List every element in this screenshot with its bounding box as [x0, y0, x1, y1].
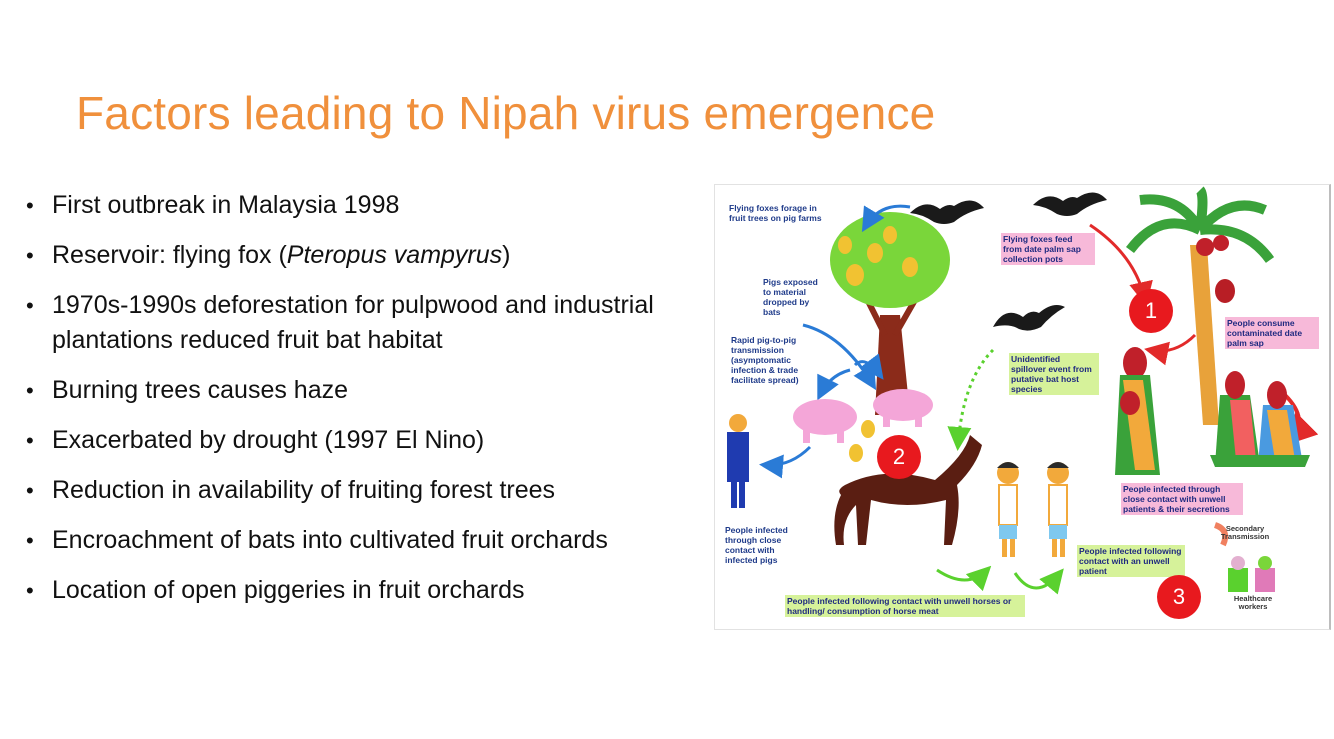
person-icon — [997, 462, 1019, 557]
label-close-contact: People infected through close contact with unwell patients & their secretions — [1121, 483, 1243, 515]
label-feed-sap: Flying foxes feed from date palm sap collection pots — [1001, 233, 1095, 265]
person-icon — [1115, 347, 1160, 475]
label-healthcare: Healthcare workers — [1233, 594, 1273, 611]
bullet-item: • Encroachment of bats into cultivated fruit orchards — [26, 523, 676, 558]
label-rapid-spread: Rapid pig-to-pig transmission (asymptomatic infection & trade facilitate spread) — [731, 335, 799, 385]
bullet-item: • Reservoir: flying fox (Pteropus vampyrus) — [26, 238, 676, 273]
label-spillover: Unidentified spillover event from putative bat host species — [1009, 353, 1099, 395]
person-icon — [1210, 371, 1310, 467]
label-secondary: Secondary Transmission — [1220, 524, 1270, 541]
transmission-diagram — [714, 184, 1331, 630]
step-number: 1 — [1129, 289, 1173, 333]
bullet-item: • Exacerbated by drought (1997 El Nino) — [26, 423, 676, 458]
bullet-item: • Reduction in availability of fruiting forest trees — [26, 473, 676, 508]
step-number: 2 — [877, 435, 921, 479]
label-forage: Flying foxes forage in fruit trees on pig farms — [729, 203, 822, 223]
species-name: Pteropus vampyrus — [286, 241, 503, 269]
healthcare-worker-icon — [1228, 556, 1275, 592]
person-icon — [727, 414, 749, 508]
slide-title: Factors leading to Nipah virus emergence — [76, 87, 936, 139]
label-consume-sap: People consume contaminated date palm sap — [1225, 317, 1319, 349]
label-pigs-exposed: Pigs exposed to material dropped by bats — [763, 277, 818, 317]
step-number: 3 — [1157, 575, 1201, 619]
bat-icon — [1033, 192, 1107, 216]
bullet-item: • Location of open piggeries in fruit orchards — [26, 573, 676, 608]
bullet-list — [26, 188, 676, 623]
label-people-pigs: People infected through close contact with infected pigs — [725, 525, 788, 565]
fruit-tree-icon — [830, 212, 950, 415]
bullet-item: • 1970s-1990s deforestation for pulpwood and industrial plantations reduced fruit bat habitat — [26, 288, 676, 358]
person-icon — [1047, 462, 1069, 557]
bullet-item: • Burning trees causes haze — [26, 373, 676, 408]
bullet-item: • First outbreak in Malaysia 1998 — [26, 188, 676, 223]
label-horses: People infected following contact with unwell horses or handling/ consumption of horse meat — [785, 595, 1025, 617]
bat-icon — [993, 305, 1065, 331]
label-unwell-patient: People infected following contact with an unwell patient — [1077, 545, 1185, 577]
